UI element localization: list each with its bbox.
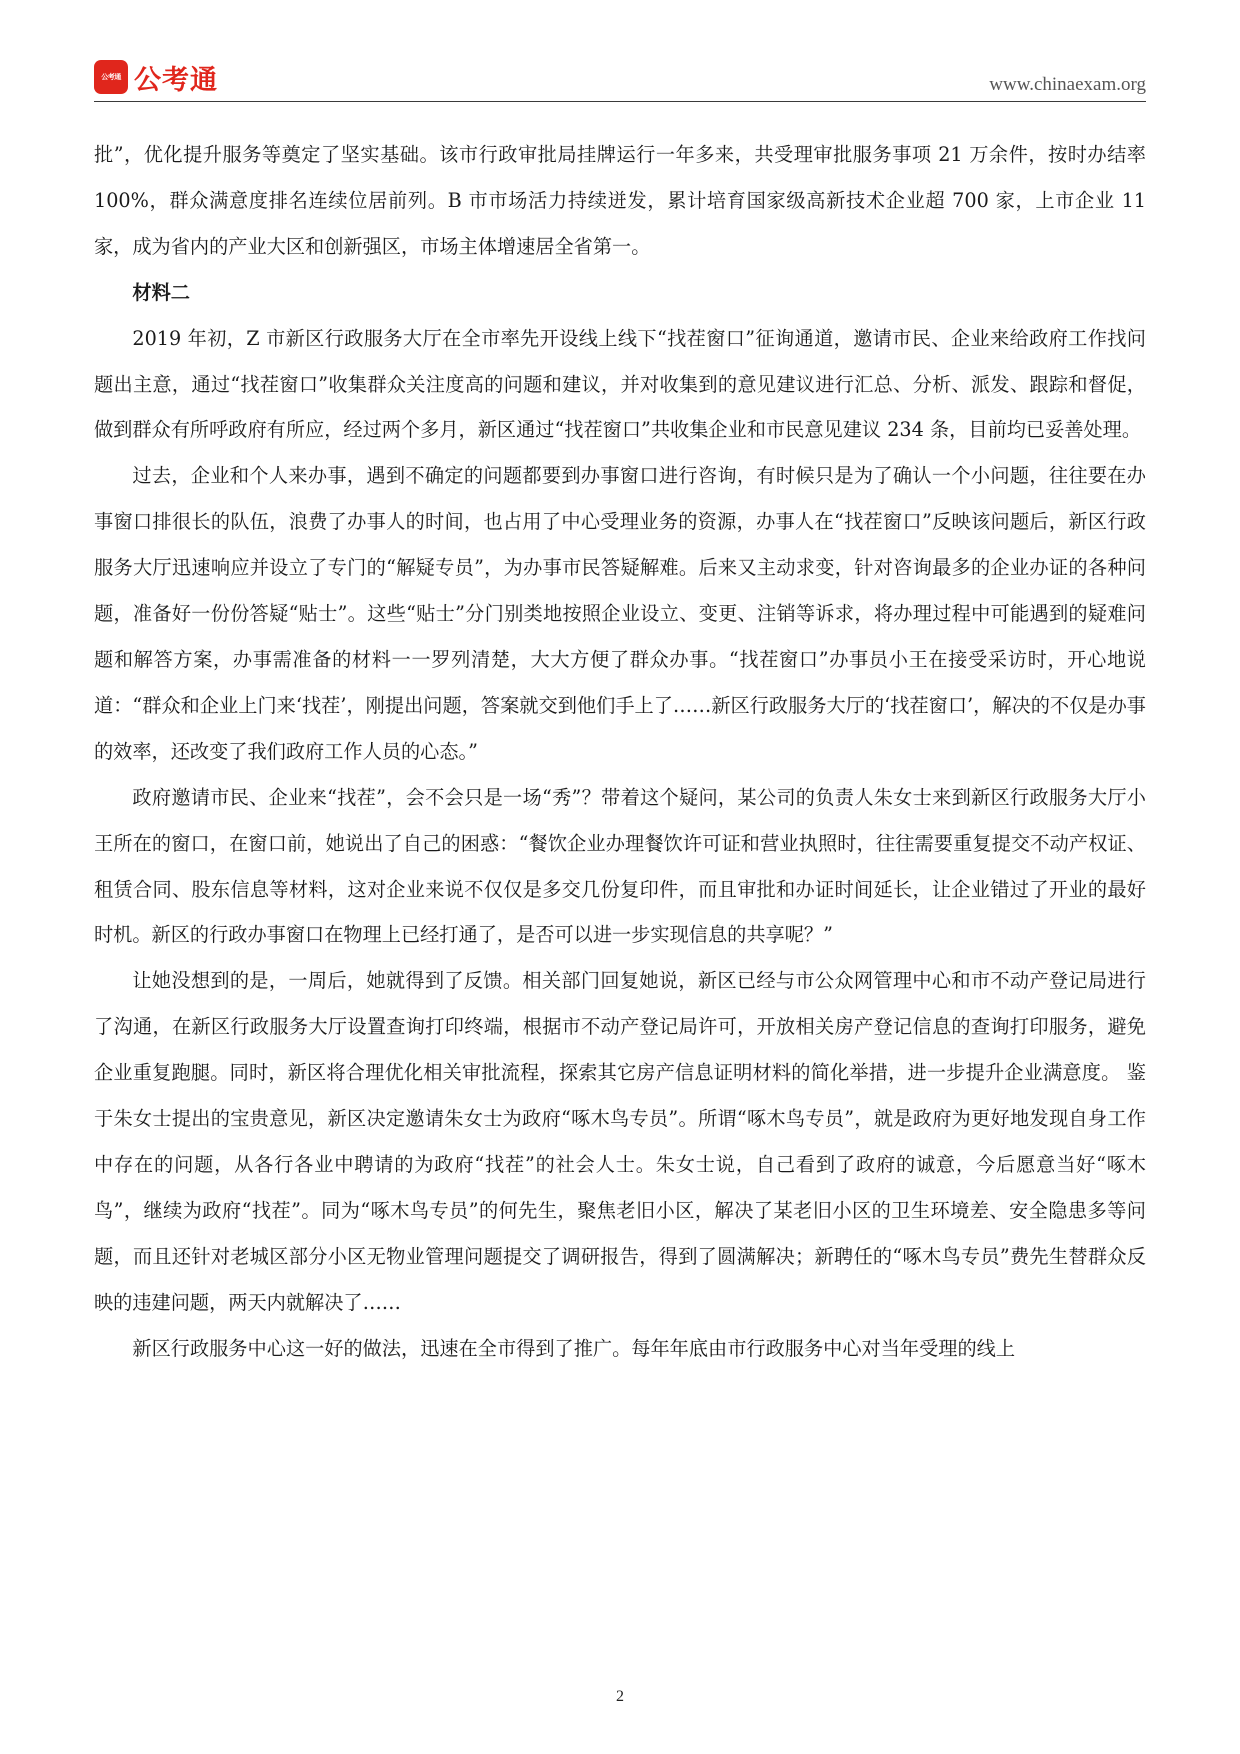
logo-badge-icon: 公考通 (94, 60, 128, 94)
section-heading: 材料二 (132, 280, 190, 304)
page-number: 2 (616, 1688, 624, 1705)
paragraph: 过去，企业和个人来办事，遇到不确定的问题都要到办事窗口进行咨询，有时候只是为了确认一个小问题，往往要在办事窗口排很长的队伍，浪费了办事人的时间，也占用了中心受理业务的资源，办事人在“找茬窗口”反映该问题后，新区行政服务大厅迅速响应并设立了专门的“解疑专员”，为办事市民答疑解难。后来又主动求变，针对咨询最多的企业办证的各种问题，准备好一份份答疑“贴士”。这些“贴士”分门别类地按照企业设立、变更、注销等诉求，将办理过程中可能遇到的疑难问题和解答方案，办事需准备的材料一一罗列清楚，大大方便了群众办事。“找茬窗口”办事员小王在接受采访时，开心地说道：“群众和企业上门来‘找茬’，刚提出问题，答案就交到他们手上了……新区行政服务大厅的‘找茬窗口’，解决的不仅是办事的效率，还改变了我们政府工作人员的心态。” (94, 464, 1146, 763)
header-divider (94, 101, 1146, 102)
logo-wordmark: 公考通 (134, 64, 218, 96)
paragraph: 政府邀请市民、企业来“找茬”，会不会只是一场“秀”？带着这个疑问，某公司的负责人朱女士来到新区行政服务大厅小王所在的窗口，在窗口前，她说出了自己的困惑：“餐饮企业办理餐饮许可证和营业执照时，往往需要重复提交不动产权证、租赁合同、股东信息等材料，这对企业来说不仅仅是多交几份复印件，而且审批和办证时间延长，让企业错过了开业的最好时机。新区的行政办事窗口在物理上已经打通了，是否可以进一步实现信息的共享呢？” (94, 785, 1146, 947)
paragraph: 新区行政服务中心这一好的做法，迅速在全市得到了推广。每年年底由市行政服务中心对当年受理的线上 (132, 1336, 1016, 1360)
paragraph-continuation: 批”，优化提升服务等奠定了坚实基础。该市行政审批局挂牌运行一年多来，共受理审批服务事项 21 万余件，按时办结率 100%，群众满意度排名连续位居前列。B 市市场活力持续迸发，累计培育国家级高新技术企业超 700 家，上市企业 11 家，成为省内的产业大区和创新强区，市场主体增速居全省第一。 (94, 143, 1146, 258)
paragraph: 2019 年初，Z 市新区行政服务大厅在全市率先开设线上线下“找茬窗口”征询通道，邀请市民、企业来给政府工作找问题出主意，通过“找茬窗口”收集群众关注度高的问题和建议，并对收集到的意见建议进行汇总、分析、派发、跟踪和督促，做到群众有所呼政府有所应，经过两个多月，新区通过“找茬窗口”共收集企业和市民意见建议 234 条，目前均已妥善处理。 (94, 326, 1146, 442)
paragraph: 让她没想到的是，一周后，她就得到了反馈。相关部门回复她说，新区已经与市公众网管理中心和市不动产登记局进行了沟通，在新区行政服务大厅设置查询打印终端，根据市不动产登记局许可，开放相关房产登记信息的查询打印服务，避免企业重复跑腿。同时，新区将合理优化相关审批流程，探索其它房产信息证明材料的简化举措，进一步提升企业满意度。 鉴于朱女士提出的宝贵意见，新区决定邀请朱女士为政府“啄木鸟专员”。所谓“啄木鸟专员”，就是政府为更好地发现自身工作中存在的问题，从各行各业中聘请的为政府“找茬”的社会人士。朱女士说，自己看到了政府的诚意，今后愿意当好“啄木鸟”，继续为政府“找茬”。同为“啄木鸟专员”的何先生，聚焦老旧小区，解决了某老旧小区的卫生环境差、安全隐患多等问题，而且还针对老城区部分小区无物业管理问题提交了调研报告，得到了圆满解决；新聘任的“啄木鸟专员”费先生替群众反映的违建问题，两天内就解决了…… (94, 969, 1146, 1314)
brand-logo[interactable] (94, 56, 218, 98)
document-body (94, 132, 1146, 1371)
page-header (94, 56, 1146, 102)
site-url: www.chinaexam.org (989, 74, 1146, 95)
